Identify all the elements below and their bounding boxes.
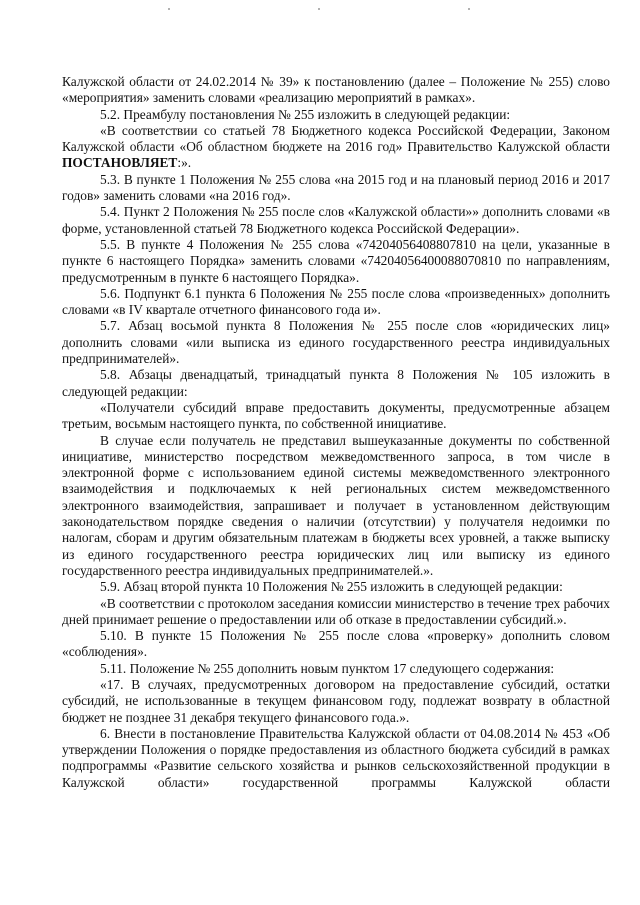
document-page [62, 74, 610, 791]
paragraph-recipients: «Получатели субсидий вправе предоставить документы, предусмотренные абзацем третьим, восьмым настоящего пункта, по собственной инициативе. [62, 399, 610, 432]
preamble-tail: :». [177, 155, 192, 171]
paragraph-5-5: 5.5. В пункте 4 Положения № 255 слова «74204056408807810 на цели, указанные в пункте 6 настоящего Порядка» заменить словами «74204056400088070810 по направлениям, предусмотренным в пункте 6 настоящего Порядка». [62, 236, 610, 285]
paragraph-5-6: 5.6. Подпункт 6.1 пункта 6 Положения № 255 после слова «произведенных» дополнить словами «в IV квартале отчетного финансового года и». [62, 285, 610, 318]
preamble-text: «В соответствии со статьей 78 Бюджетного кодекса Российской Федерации, Законом Калужской области «Об областном бюджете на 2016 год» Правительство Калужской области [62, 122, 610, 155]
scan-dot [318, 8, 320, 10]
paragraph-6: 6. Внести в постановление Правительства Калужской области от 04.08.2014 № 453 «Об утверждении Положения о порядке предоставления из областного бюджета субсидий в рамках подпрограммы «Развитие сельского хозяйства и рынков сельскохозяйственной продукции в Калужской области» государственной программы Калужской области [62, 725, 610, 790]
paragraph-commission: «В соответствии с протоколом заседания комиссии министерство в течение трех рабочих дней принимает решение о предоставлении или об отказе в предоставлении субсидий.». [62, 595, 610, 627]
scan-dot [468, 8, 470, 10]
paragraph-interagency-request: В случае если получатель не представил вышеуказанные документы по собственной инициативе, министерство посредством межведомственного запроса, в том числе в электронной форме с использованием единой системы межведомственного электронного взаимодействия и подключаемых к ней региональных систем межведомственного электронного взаимодействия, запрашивает и получает в установленном действующим законодательством порядке сведения о наличии (отсутствии) у получателя недоимки по налогам, сборам и другим обязательным платежам в бюджеты всех уровней, а также выписку из единого государственного реестра юридических лиц или выписку из единого государственного реестра индивидуальных предпринимателей.». [62, 432, 610, 578]
paragraph-5-9: 5.9. Абзац второй пункта 10 Положения № 255 изложить в следующей редакции: [100, 579, 563, 595]
scan-dot [168, 8, 170, 10]
paragraph-point-17: «17. В случаях, предусмотренных договором на предоставление субсидий, остатки субсидий, не использованные в текущем финансовом году, подлежат возврату в областной бюджет не позднее 31 декабря текущего финансового года.». [62, 676, 610, 725]
paragraph-5-7: 5.7. Абзац восьмой пункта 8 Положения № 255 после слов «юридических лиц» дополнить словами «или выписка из единого государственного реестра индивидуальных предпринимателей». [62, 318, 610, 367]
paragraph-5-3: 5.3. В пункте 1 Положения № 255 слова «на 2015 год и на плановый период 2016 и 2017 годов» заменить словами «на 2016 год». [62, 171, 610, 204]
preamble-decree-word: ПОСТАНОВЛЯЕТ [62, 155, 178, 171]
paragraph-5-8: 5.8. Абзацы двенадцатый, тринадцатый пункта 8 Положения № 105 изложить в следующей редакции: [62, 367, 610, 399]
paragraph-5-4: 5.4. Пункт 2 Положения № 255 после слов «Калужской области»» дополнить словами «в форме, установленной статьей 78 Бюджетного кодекса Российской Федерации». [62, 204, 610, 236]
paragraph-continuation: Калужской области от 24.02.2014 № 39» к постановлению (далее – Положение № 255) слово «мероприятия» заменить словами «реализацию мероприятий в рамках». [62, 74, 610, 106]
paragraph-5-2: 5.2. Преамбулу постановления № 255 изложить в следующей редакции: [100, 106, 511, 122]
paragraph-preamble-text [62, 123, 610, 172]
paragraph-5-10: 5.10. В пункте 15 Положения № 255 после слова «проверку» дополнить словом «соблюдения». [62, 628, 610, 660]
paragraph-5-11: 5.11. Положение № 255 дополнить новым пунктом 17 следующего содержания: [100, 660, 555, 676]
